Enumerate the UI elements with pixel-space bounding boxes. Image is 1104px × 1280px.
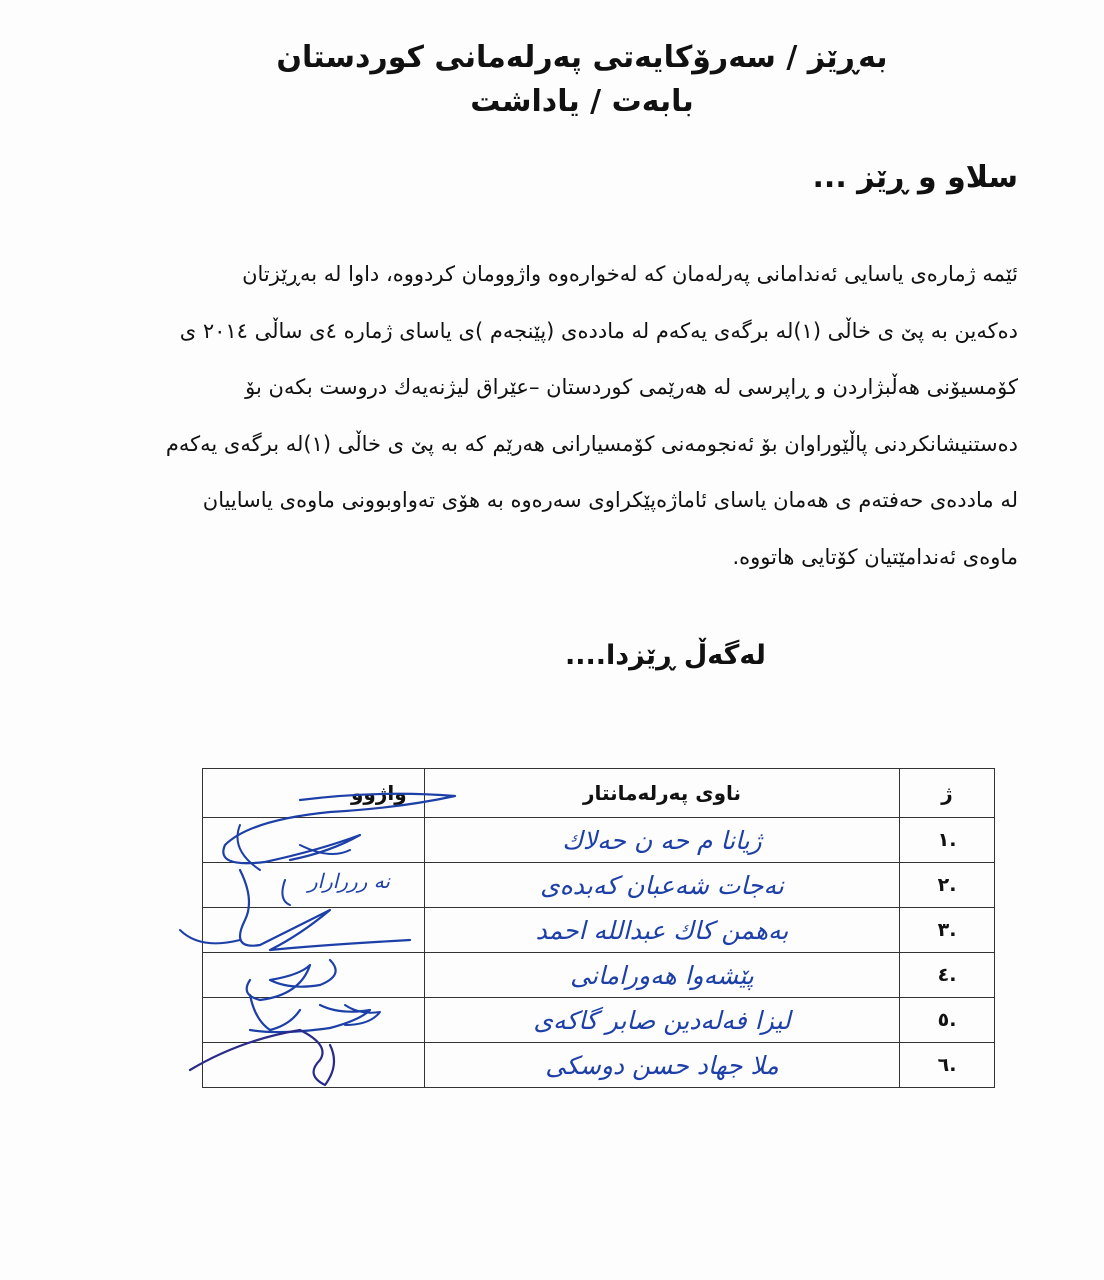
table-row [203, 908, 995, 953]
addressee-line: بەڕێز / سەرۆكایەتی پەرلەمانی كوردستان [276, 40, 888, 75]
subject-line: بابەت / یاداشت [470, 84, 694, 119]
table-row [203, 1043, 995, 1088]
signatories-table [202, 768, 995, 1088]
mp-name: بەهمن كاك عبدالله احمد [425, 908, 900, 953]
body-line: ئێمە ژمارەی یاسایی ئەندامانی پەرلەمان كە لەخوارەوە واژوومان كردووە، داوا لە بەڕێزتان [242, 262, 1018, 286]
row-number: .٢ [900, 863, 995, 908]
header-name: ناوی پەرلەمانتار [425, 769, 900, 818]
signature-cell [203, 908, 425, 953]
row-number: .٦ [900, 1043, 995, 1088]
signature-cell [203, 1043, 425, 1088]
row-number: .٣ [900, 908, 995, 953]
table-header-row [203, 769, 995, 818]
mp-name: ژیانا م حە ن حەلاك [425, 818, 900, 863]
row-number: .٤ [900, 953, 995, 998]
row-number: .٥ [900, 998, 995, 1043]
mp-name: پێشەوا هەورامانی [425, 953, 900, 998]
signature-cell [203, 953, 425, 998]
addressee-header [0, 36, 1104, 124]
table-row [203, 953, 995, 998]
memo-body [113, 246, 1018, 585]
row-number: .١ [900, 818, 995, 863]
body-line: دەستنیشانكردنی پاڵێوراوان بۆ ئەنجومەنی كۆمسیارانی هەرێم كە بە پێ ی خاڵی (١)لە برگەی یەكەم [165, 431, 1018, 456]
signature-initials: نە رررارار [307, 869, 390, 893]
signature-cell [203, 998, 425, 1043]
body-line: دەكەین بە پێ ی خاڵی (١)لە برگەی یەكەم لە ماددەی (پێنجەم )ی یاسای ژمارە ٤ی ساڵی ٢٠١٤ ی [179, 318, 1018, 343]
table-row [203, 818, 995, 863]
closing-salutation: لەگەڵ ڕێزدا.... [565, 640, 766, 671]
signature-cell [203, 818, 425, 863]
header-number: ژ [900, 769, 995, 818]
mp-name: لیزا فەلەدین صابر گاکەی [425, 998, 900, 1043]
signature-cell [203, 863, 425, 908]
mp-name: نەجات شەعبان كەبدەی [425, 863, 900, 908]
body-line: ماوەی ئەندامێتیان كۆتایی هاتووە. [732, 544, 1018, 569]
greeting: سلاو و ڕێز ... [812, 160, 1018, 195]
table-row [203, 863, 995, 908]
body-line: كۆمسیۆنی هەڵبژاردن و ڕاپرسی لە هەرێمی كوردستان –عێراق لیژنەیەك دروست بكەن بۆ [245, 375, 1018, 399]
header-signature: واژوو [203, 769, 425, 818]
body-line: لە ماددەی حەفتەم ی هەمان یاسای ئاماژەپێكراوی سەرەوە بە هۆی تەواوبوونی ماوەی یاساییان [202, 488, 1018, 512]
table-row [203, 998, 995, 1043]
mp-name: ملا جهاد حسن دوسكی [425, 1043, 900, 1088]
